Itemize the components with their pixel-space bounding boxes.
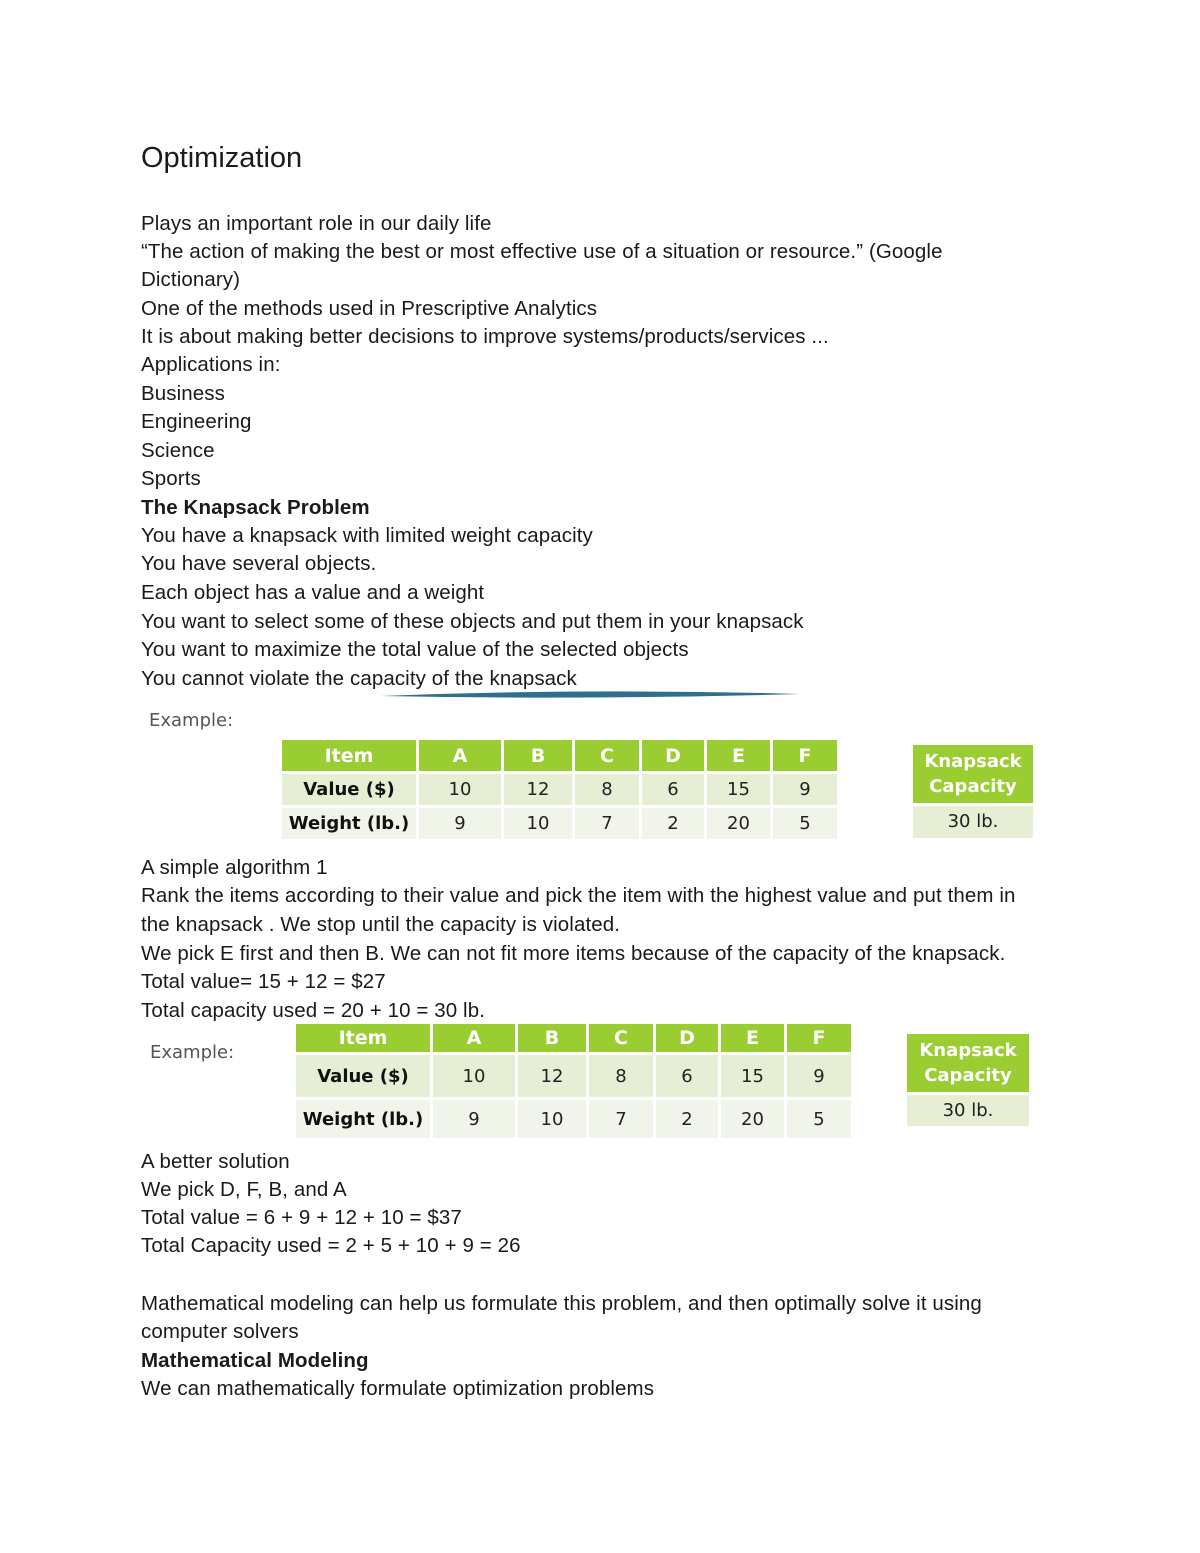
knapsack-line-3: Each object has a value and a weight bbox=[141, 581, 485, 604]
capacity-title bbox=[907, 1034, 1029, 1092]
table-header-cell: C bbox=[589, 1024, 653, 1052]
algo-line-2: Rank the items according to their value and pick the item with the highest value and put them in bbox=[141, 884, 1016, 907]
table-header-cell: Item bbox=[296, 1024, 430, 1052]
capacity-box-1 bbox=[913, 745, 1033, 838]
table-header-cell: C bbox=[575, 740, 639, 771]
table-row-label: Weight (lb.) bbox=[282, 808, 416, 839]
table-header-cell: A bbox=[419, 740, 501, 771]
intro-line-2: “The action of making the best or most effective use of a situation or resource.” (Google bbox=[141, 240, 943, 263]
knapsack-line-5: You want to maximize the total value of the selected objects bbox=[141, 638, 689, 661]
algo-line-1: A simple algorithm 1 bbox=[141, 856, 328, 879]
knapsack-line-1: You have a knapsack with limited weight capacity bbox=[141, 524, 593, 547]
table-cell: 9 bbox=[773, 774, 837, 805]
knapsack-line-2: You have several objects. bbox=[141, 552, 377, 575]
table-cell: 20 bbox=[721, 1100, 784, 1138]
table-cell: 10 bbox=[433, 1055, 515, 1097]
algo-line-4: We pick E first and then B. We can not fit more items because of the capacity of the knapsack. bbox=[141, 942, 1006, 965]
intro-line-4: One of the methods used in Prescriptive Analytics bbox=[141, 297, 598, 320]
intro-line-5: It is about making better decisions to improve systems/products/services ... bbox=[141, 325, 829, 348]
intro-line-1: Plays an important role in our daily life bbox=[141, 212, 492, 235]
algo-line-6: Total capacity used = 20 + 10 = 30 lb. bbox=[141, 999, 485, 1022]
table-header-cell: F bbox=[773, 740, 837, 771]
table-header-cell: A bbox=[433, 1024, 515, 1052]
table-cell: 2 bbox=[656, 1100, 718, 1138]
knapsack-table-2 bbox=[293, 1021, 854, 1141]
capacity-value: 30 lb. bbox=[907, 1095, 1029, 1126]
table-header-cell: D bbox=[642, 740, 704, 771]
algo-line-3: the knapsack . We stop until the capacity is violated. bbox=[141, 913, 621, 936]
capacity-title-line: Knapsack bbox=[924, 751, 1022, 772]
table-cell: 9 bbox=[419, 808, 501, 839]
table-cell: 6 bbox=[642, 774, 704, 805]
capacity-title-line: Knapsack bbox=[919, 1040, 1017, 1061]
capacity-title-line: Capacity bbox=[924, 1065, 1012, 1086]
intro-line-6: Applications in: bbox=[141, 353, 281, 376]
table-header-cell: E bbox=[707, 740, 770, 771]
table-cell: 10 bbox=[504, 808, 572, 839]
knapsack-heading: The Knapsack Problem bbox=[141, 496, 370, 519]
intro-line-9: Science bbox=[141, 439, 215, 462]
swoosh-divider bbox=[380, 690, 800, 702]
table-cell: 9 bbox=[787, 1055, 851, 1097]
table-row-label: Weight (lb.) bbox=[296, 1100, 430, 1138]
table-cell: 12 bbox=[504, 774, 572, 805]
table-row-label: Value ($) bbox=[296, 1055, 430, 1097]
table-cell: 10 bbox=[518, 1100, 586, 1138]
table-cell: 5 bbox=[787, 1100, 851, 1138]
table-cell: 12 bbox=[518, 1055, 586, 1097]
table-cell: 10 bbox=[419, 774, 501, 805]
table-cell: 8 bbox=[589, 1055, 653, 1097]
table-cell: 20 bbox=[707, 808, 770, 839]
knapsack-table-1 bbox=[279, 737, 840, 842]
capacity-value: 30 lb. bbox=[913, 806, 1033, 838]
table-header-cell: B bbox=[504, 740, 572, 771]
intro-line-8: Engineering bbox=[141, 410, 252, 433]
algo-line-5: Total value= 15 + 12 = $27 bbox=[141, 970, 386, 993]
better-line-3: Total value = 6 + 9 + 12 + 10 = $37 bbox=[141, 1206, 462, 1229]
table-cell: 7 bbox=[589, 1100, 653, 1138]
modeling-last-line: We can mathematically formulate optimization problems bbox=[141, 1377, 655, 1400]
table-cell: 5 bbox=[773, 808, 837, 839]
capacity-box-2 bbox=[907, 1034, 1029, 1126]
table-cell: 8 bbox=[575, 774, 639, 805]
capacity-title bbox=[913, 745, 1033, 803]
better-line-2: We pick D, F, B, and A bbox=[141, 1178, 347, 1201]
table-row-label: Value ($) bbox=[282, 774, 416, 805]
table-header-cell: B bbox=[518, 1024, 586, 1052]
better-line-1: A better solution bbox=[141, 1150, 290, 1173]
table-cell: 2 bbox=[642, 808, 704, 839]
intro-line-3: Dictionary) bbox=[141, 268, 241, 291]
example-label-1: Example: bbox=[149, 710, 234, 731]
intro-line-10: Sports bbox=[141, 467, 201, 490]
table-header-cell: E bbox=[721, 1024, 784, 1052]
page-title: Optimization bbox=[141, 142, 303, 174]
intro-line-7: Business bbox=[141, 382, 225, 405]
better-line-4: Total Capacity used = 2 + 5 + 10 + 9 = 26 bbox=[141, 1234, 521, 1257]
modeling-line-2: computer solvers bbox=[141, 1320, 299, 1343]
table-cell: 9 bbox=[433, 1100, 515, 1138]
capacity-title-line: Capacity bbox=[929, 776, 1017, 797]
knapsack-line-4: You want to select some of these objects and put them in your knapsack bbox=[141, 610, 804, 633]
example-label-2: Example: bbox=[150, 1042, 235, 1063]
modeling-heading: Mathematical Modeling bbox=[141, 1349, 369, 1372]
table-cell: 15 bbox=[721, 1055, 784, 1097]
table-header-cell: D bbox=[656, 1024, 718, 1052]
table-cell: 6 bbox=[656, 1055, 718, 1097]
knapsack-line-6: You cannot violate the capacity of the knapsack bbox=[141, 667, 577, 690]
modeling-line-1: Mathematical modeling can help us formulate this problem, and then optimally solve it using bbox=[141, 1292, 982, 1315]
table-header-cell: F bbox=[787, 1024, 851, 1052]
table-cell: 7 bbox=[575, 808, 639, 839]
table-header-cell: Item bbox=[282, 740, 416, 771]
table-cell: 15 bbox=[707, 774, 770, 805]
